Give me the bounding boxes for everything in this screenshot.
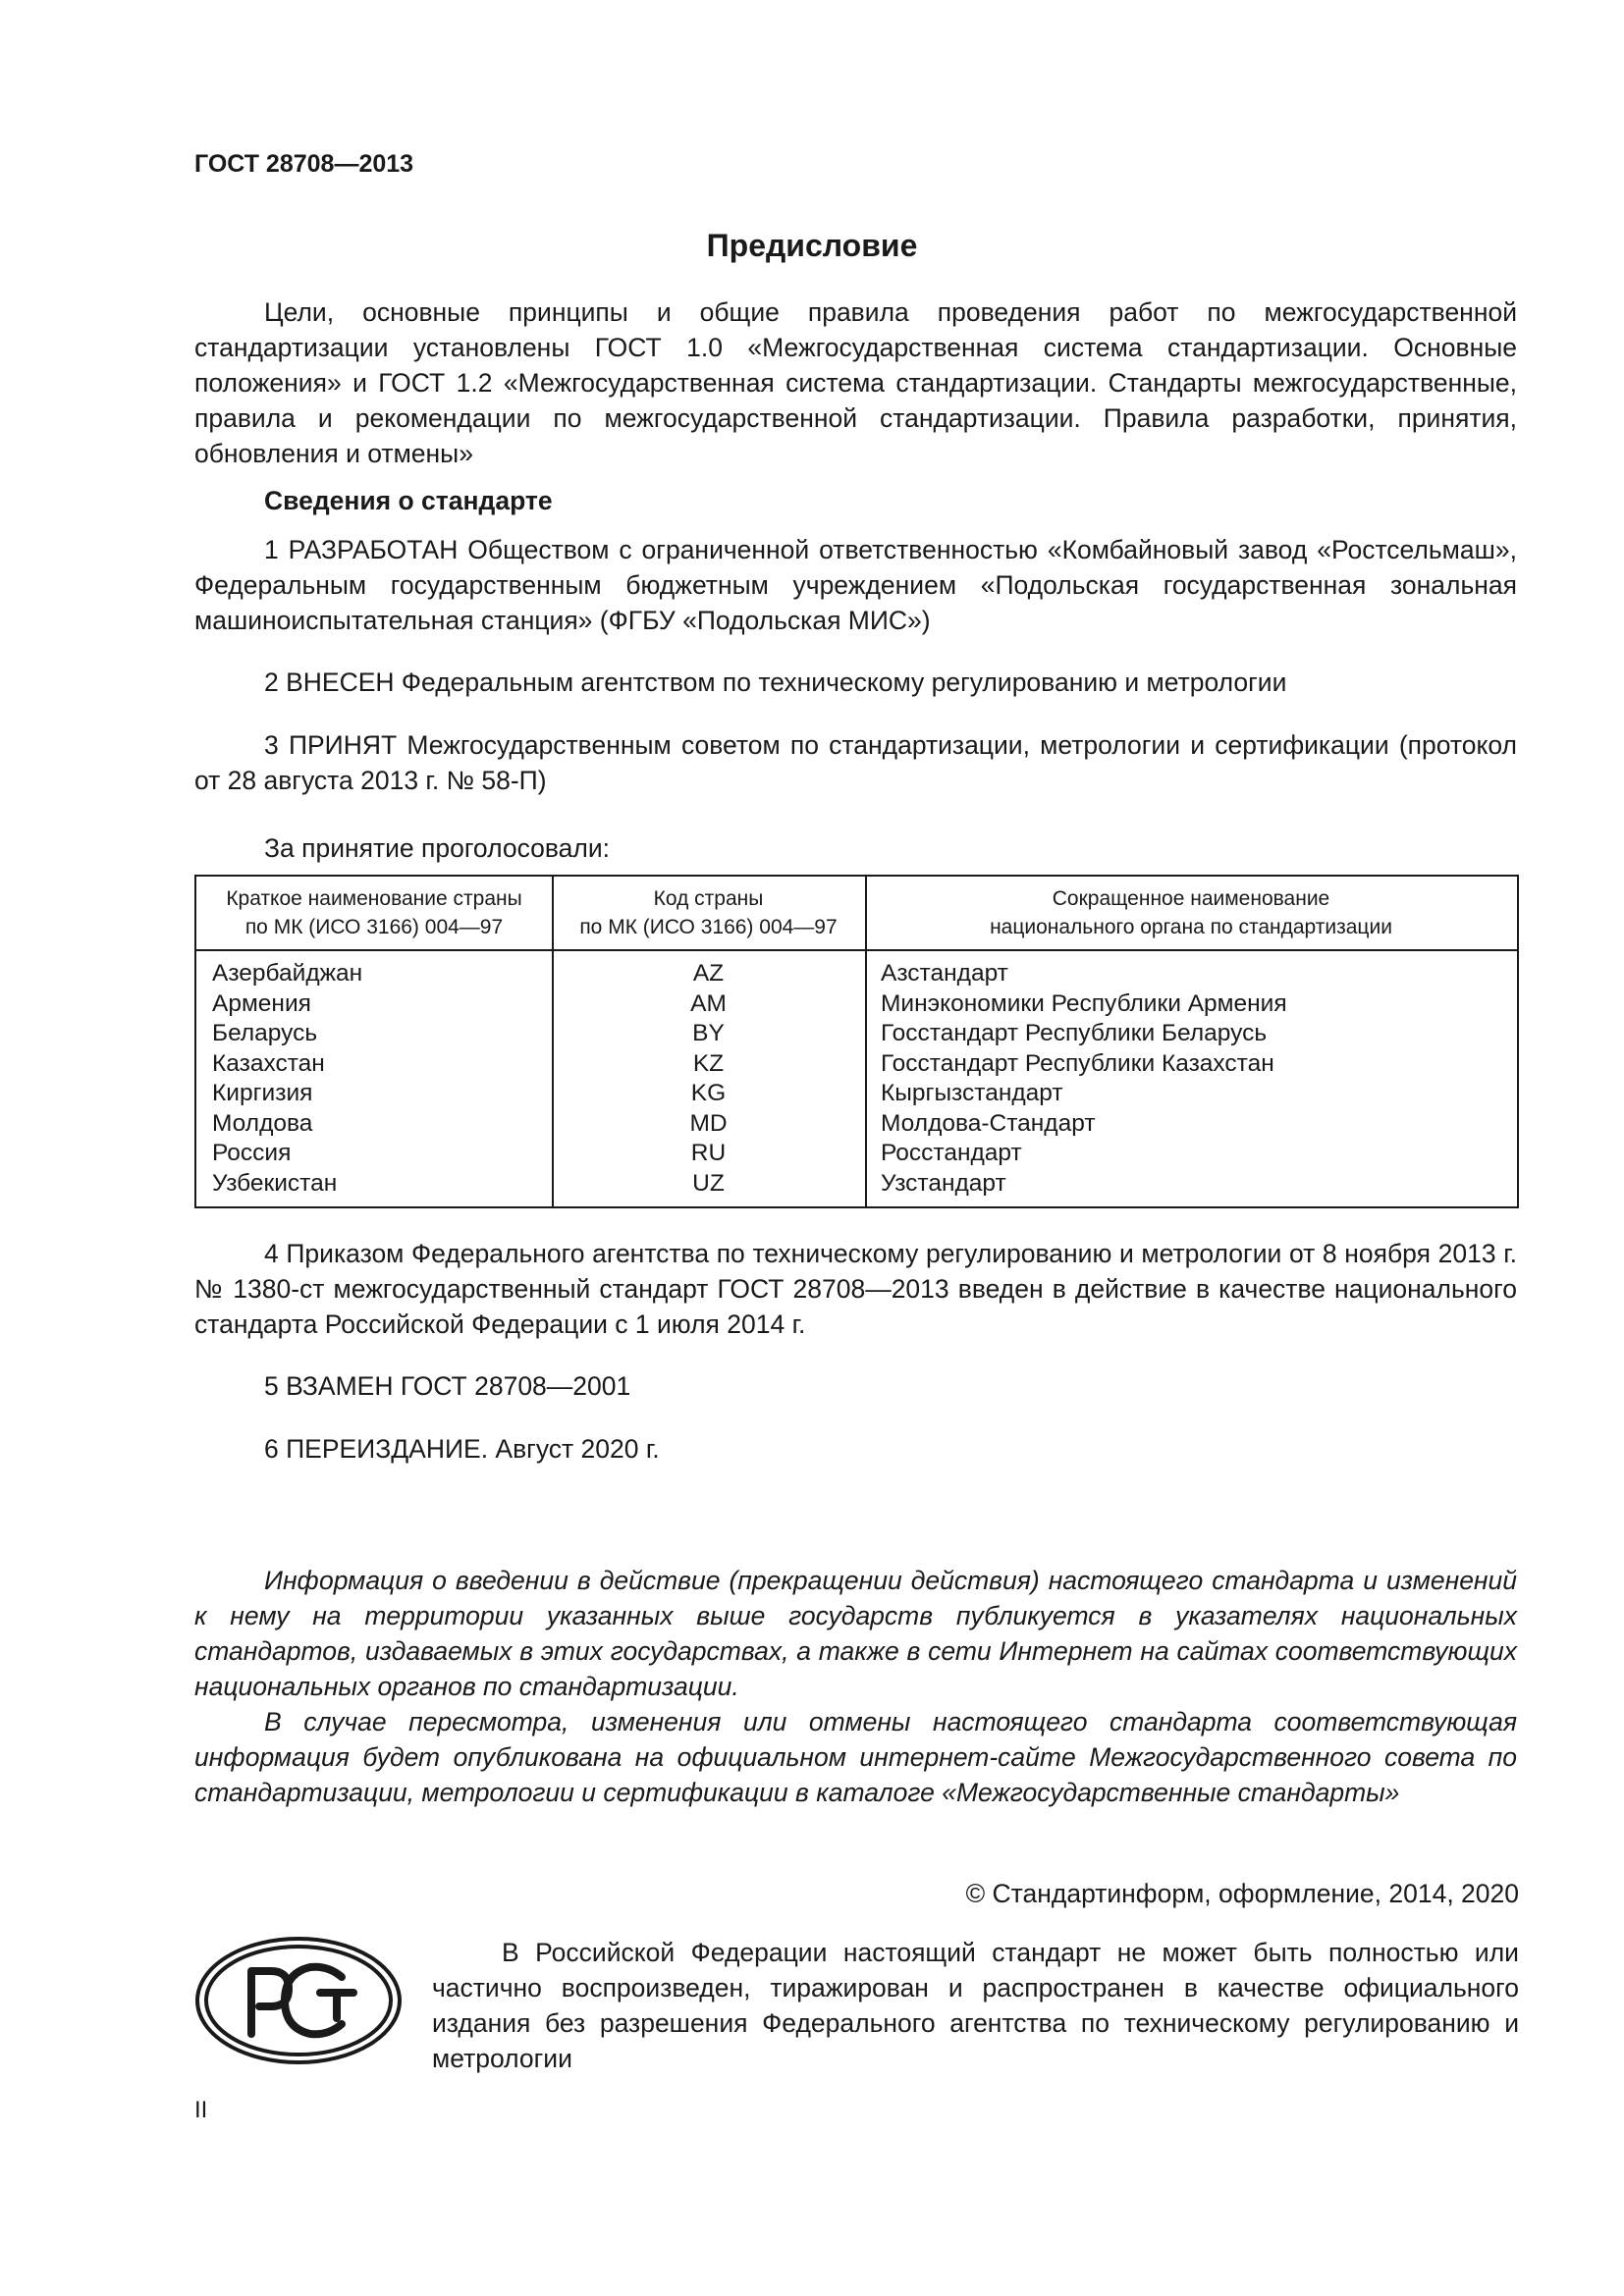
item-1-paragraph: 1 РАЗРАБОТАН Обществом с ограниченной ответственностью «Комбайновый завод «Ростсельмаш», Федеральным государственным бюджетным учреждением «Подольская государственная зональная машиноиспытательная станция» (ФГБУ «Подольская МИС»)	[194, 535, 1517, 635]
table-cell: Киргизия	[212, 1080, 313, 1106]
agency-column	[881, 959, 1509, 1199]
page-title: Предисловие	[706, 228, 918, 263]
info-heading: Сведения о стандарте	[264, 486, 553, 515]
table-cell: KZ	[692, 1049, 725, 1077]
page-number: II	[194, 2097, 208, 2123]
item-5-paragraph: 5 ВЗАМЕН ГОСТ 28708—2001	[264, 1371, 631, 1401]
table-cell: RU	[690, 1140, 727, 1166]
table-cell: AM	[690, 989, 727, 1017]
item-4-paragraph: 4 Приказом Федерального агентства по техническому регулированию и метрологии от 8 ноября 2013 г. № 1380-ст межгосударственный стандарт ГОСТ 28708—2013 введен в действие в качестве национального стандарта Российской Федерации с 1 июля 2014 г.	[194, 1239, 1517, 1339]
table-cell: Узстандарт	[881, 1169, 1006, 1197]
item-6-paragraph: 6 ПЕРЕИЗДАНИЕ. Август 2020 г.	[264, 1434, 660, 1464]
table-cell: Кыргызстандарт	[881, 1080, 1063, 1106]
table-cell: Узбекистан	[212, 1169, 338, 1197]
table-cell: AZ	[692, 960, 725, 987]
item-3-paragraph: 3 ПРИНЯТ Межгосударственным советом по стандартизации, метрологии и сертификации (протокол от 28 августа 2013 г. № 58-П)	[194, 730, 1517, 795]
table-header-country	[196, 884, 552, 941]
table-cell: Росстандарт	[881, 1140, 1022, 1166]
table-cell: Азербайджан	[212, 960, 363, 987]
header-line: по МК (ИСО 3166) 004—97	[579, 916, 838, 938]
table-cell: Казахстан	[212, 1049, 325, 1077]
table-cell: BY	[692, 1020, 725, 1046]
table-cell: Армения	[212, 989, 311, 1017]
table-cell: Азстандарт	[881, 960, 1008, 987]
intro-paragraph: Цели, основные принципы и общие правила проведения работ по межгосударственной стандартизации установлены ГОСТ 1.0 «Межгосударственная система стандартизации. Основные положения» и ГОСТ 1.2 «Межгосударственная система стандартизации. Стандарты межгосударственные, правила и рекомендации по межгосударственной стандартизации. Правила разработки, принятия, обновления и отмены»	[194, 297, 1517, 468]
table-cell: Госстандарт Республики Казахстан	[881, 1049, 1274, 1077]
italic-notice-2: В случае пересмотра, изменения или отмены настоящего стандарта соответствующая информация будет опубликована на официальном интернет-сайте Межгосударственного совета по стандартизации, метрологии и сертификации в каталоге «Межгосударственные стандарты»	[194, 1707, 1517, 1807]
table-cell: Госстандарт Республики Беларусь	[881, 1020, 1268, 1046]
item-2-paragraph: 2 ВНЕСЕН Федеральным агентством по техническому регулированию и метрологии	[264, 667, 1287, 697]
table-header-divider	[196, 949, 1517, 951]
table-cell: Минэкономики Республики Армения	[881, 989, 1287, 1017]
table-header-agency	[865, 884, 1517, 941]
voted-label: За принятие проголосовали:	[264, 833, 611, 863]
italic-notice-1: Информация о введении в действие (прекращении действия) настоящего стандарта и изменений к нему на территории указанных выше государств публикуется в указателях национальных стандартов, издаваемых в этих государствах, а также в сети Интернет на сайтах соответствующих национальных органов по стандартизации.	[194, 1566, 1517, 1701]
rf-notice-paragraph: В Российской Федерации настоящий стандарт не может быть полностью или частично воспроизведен, тиражирован и распространен в качестве официального издания без разрешения Федерального агентства по техническому регулированию и метрологии	[432, 1938, 1519, 2073]
rst-certification-mark-icon	[194, 1936, 403, 2065]
table-header-code	[552, 884, 865, 941]
document-header: ГОСТ 28708—2013	[194, 150, 414, 178]
country-column	[212, 959, 546, 1199]
table-cell: MD	[689, 1109, 728, 1137]
header-line: Код страны	[653, 887, 764, 910]
copyright-line: © Стандартинформ, оформление, 2014, 2020	[965, 1879, 1519, 1908]
voting-table	[194, 875, 1519, 1208]
header-line: Краткое наименование страны	[226, 887, 522, 910]
table-cell: Молдова	[212, 1109, 313, 1137]
table-cell: Россия	[212, 1140, 292, 1166]
table-cell: Беларусь	[212, 1020, 318, 1046]
header-line: по МК (ИСО 3166) 004—97	[244, 916, 504, 938]
code-column	[552, 959, 865, 1199]
table-cell: Молдова-Стандарт	[881, 1109, 1096, 1137]
header-line: национального органа по стандартизации	[990, 916, 1392, 938]
table-cell: UZ	[692, 1169, 725, 1197]
table-cell: KG	[690, 1080, 727, 1106]
header-line: Сокращенное наименование	[1052, 887, 1330, 910]
